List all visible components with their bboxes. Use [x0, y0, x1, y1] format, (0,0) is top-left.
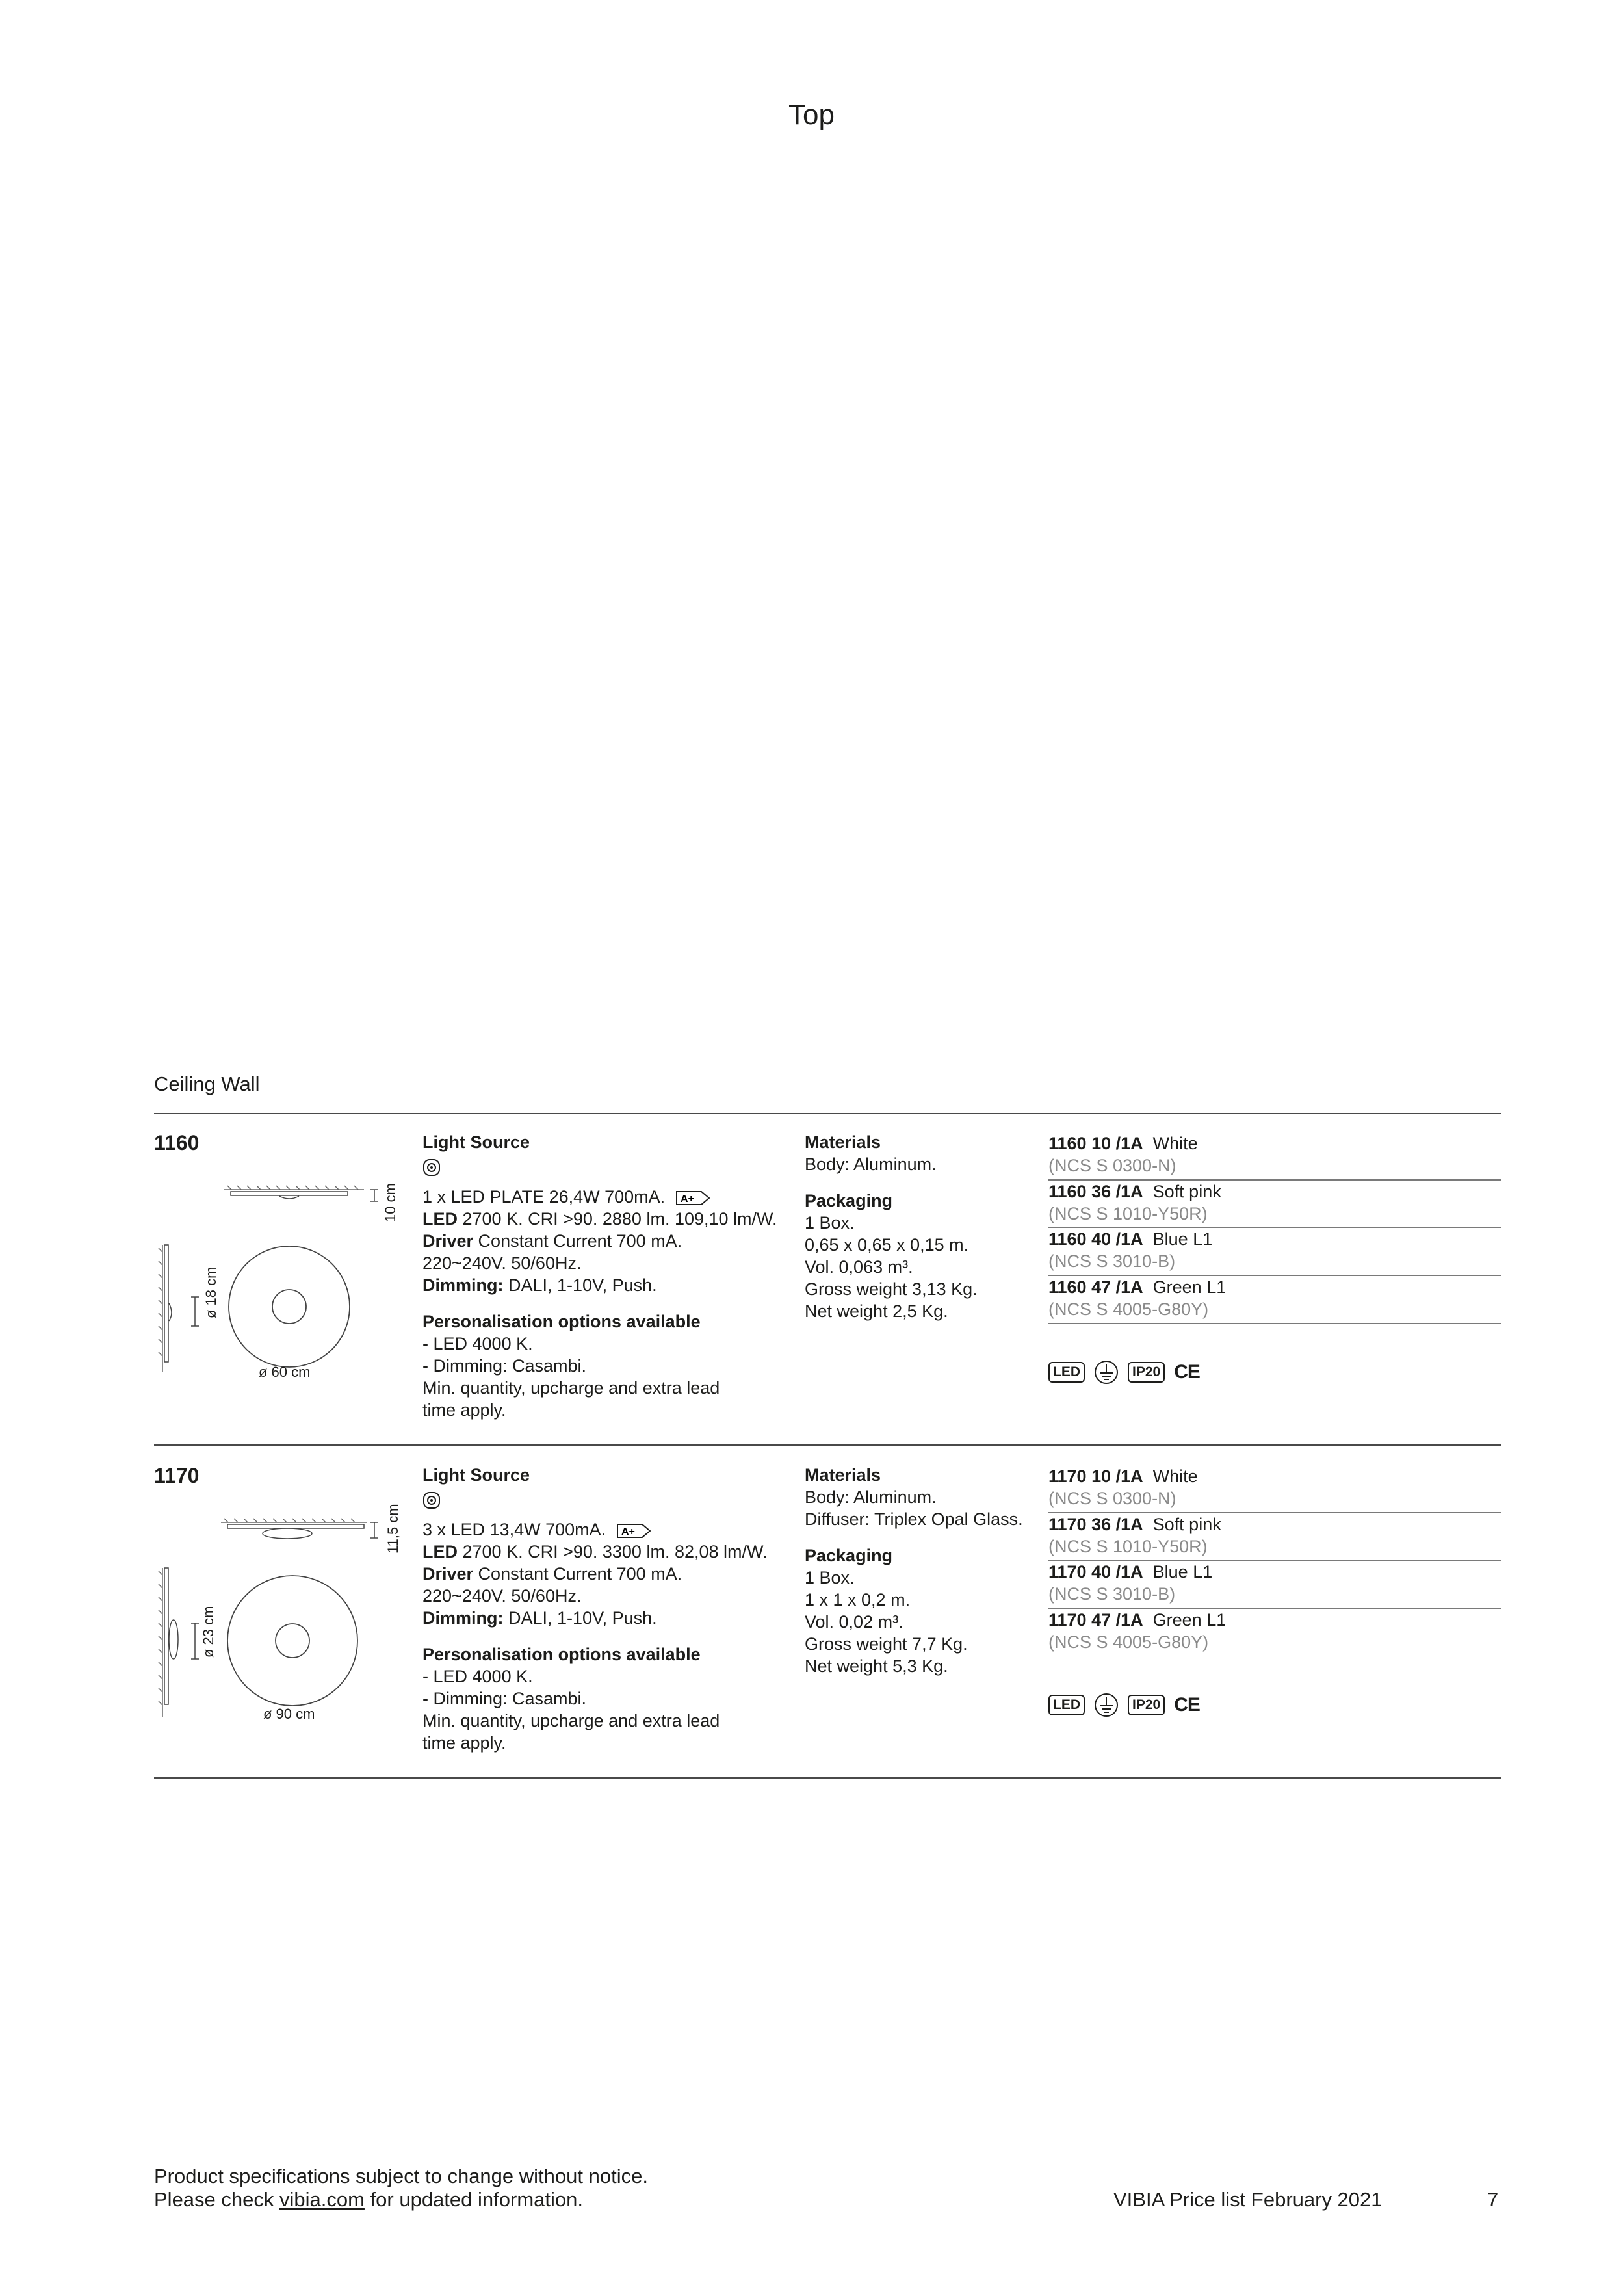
led-badge-icon: LED [1048, 1362, 1085, 1383]
variant-ncs: (NCS S 0300-N) [1048, 1156, 1176, 1175]
category-label: Ceiling Wall [154, 1073, 260, 1095]
packaging-line: 0,65 x 0,65 x 0,15 m. [805, 1235, 969, 1255]
personalisation-heading: Personalisation options available [422, 1645, 701, 1664]
variant-ncs: (NCS S 0300-N) [1048, 1489, 1176, 1508]
materials-block [805, 1464, 1045, 1677]
divider [154, 1777, 1501, 1779]
variant-code: 1160 40 /1A [1048, 1229, 1143, 1249]
packaging-line: Net weight 2,5 Kg. [805, 1301, 948, 1321]
packaging-line: 1 Box. [805, 1568, 855, 1587]
variant-code: 1160 10 /1A [1048, 1134, 1143, 1153]
packaging-line: Gross weight 3,13 Kg. [805, 1279, 978, 1299]
class-earth-icon [1094, 1693, 1119, 1717]
dimming-spec: DALI, 1-10V, Push. [503, 1608, 657, 1628]
variant-color: Green L1 [1152, 1277, 1227, 1297]
variant-color: White [1152, 1467, 1198, 1486]
page-number: 7 [1487, 2188, 1499, 2211]
page-title: Top [788, 99, 835, 131]
footer-brand: VIBIA Price list February 2021 [1113, 2188, 1383, 2211]
variant-ncs: (NCS S 4005-G80Y) [1048, 1632, 1209, 1652]
depth-dim-label: ø 18 cm [203, 1266, 219, 1318]
height-dim-label: 10 cm [382, 1183, 398, 1222]
lamp-base-icon [422, 1158, 441, 1178]
driver-label: Driver [422, 1231, 474, 1251]
light-source-line: 3 x LED 13,4W 700mA. [422, 1520, 606, 1539]
variant-ncs: (NCS S 3010-B) [1048, 1584, 1176, 1604]
packaging-line: 1 x 1 x 0,2 m. [805, 1590, 911, 1610]
dimming-spec: DALI, 1-10V, Push. [503, 1275, 657, 1295]
ce-mark-icon: CE [1174, 1361, 1200, 1383]
personalisation-line: - Dimming: Casambi. [422, 1689, 587, 1708]
diameter-dim-label: ø 90 cm [263, 1706, 315, 1722]
footer-notice-line: Product specifications subject to change without notice. [154, 2165, 648, 2187]
lamp-base-icon [422, 1491, 441, 1511]
variant-color: Soft pink [1152, 1514, 1221, 1534]
variant-code: 1170 47 /1A [1048, 1610, 1143, 1630]
energy-label-icon [675, 1190, 712, 1207]
materials-line: Body: Aluminum. [805, 1155, 937, 1174]
packaging-line: Vol. 0,063 m³. [805, 1257, 913, 1277]
height-dim-label: 11,5 cm [385, 1504, 401, 1554]
light-source-line: 1 x LED PLATE 26,4W 700mA. [422, 1187, 666, 1207]
vibia-link[interactable]: vibia.com [279, 2188, 365, 2211]
product-drawing [149, 1503, 409, 1717]
footer-notice-prefix: Please check [154, 2188, 279, 2211]
ip-rating-badge: IP20 [1128, 1695, 1165, 1715]
variant-item [1048, 1181, 1501, 1203]
variant-list [1048, 1132, 1501, 1324]
variant-color: Blue L1 [1152, 1562, 1213, 1582]
personalisation-line: Min. quantity, upcharge and extra lead [422, 1378, 720, 1398]
energy-class: A+ [680, 1193, 694, 1205]
variant-item [1048, 1276, 1501, 1298]
variant-color: Soft pink [1152, 1181, 1221, 1201]
light-source-block [422, 1464, 799, 1754]
variant-code: 1160 36 /1A [1048, 1181, 1143, 1201]
packaging-line: Vol. 0,02 m³. [805, 1612, 903, 1632]
variant-ncs: (NCS S 1010-Y50R) [1048, 1536, 1208, 1556]
materials-line: Body: Aluminum. [805, 1487, 937, 1507]
packaging-line: Gross weight 7,7 Kg. [805, 1634, 968, 1654]
led-label: LED [422, 1542, 458, 1561]
energy-label-icon [616, 1522, 653, 1539]
led-label: LED [422, 1209, 458, 1229]
packaging-line: Net weight 5,3 Kg. [805, 1656, 948, 1676]
divider [154, 1113, 1501, 1114]
depth-dim-label: ø 23 cm [200, 1606, 216, 1658]
variant-item [1048, 1132, 1501, 1155]
product-ref: 1160 [154, 1131, 200, 1155]
variant-color: White [1152, 1134, 1198, 1153]
personalisation-line: - LED 4000 K. [422, 1334, 533, 1353]
variant-item [1048, 1465, 1501, 1487]
variant-item [1048, 1609, 1501, 1631]
driver-spec: Constant Current 700 mA. [473, 1564, 682, 1584]
driver-label: Driver [422, 1564, 474, 1584]
packaging-line: 1 Box. [805, 1213, 855, 1233]
variant-color: Blue L1 [1152, 1229, 1213, 1249]
personalisation-heading: Personalisation options available [422, 1312, 701, 1331]
materials-line: Diffuser: Triplex Opal Glass. [805, 1509, 1023, 1529]
dimming-label: Dimming: [422, 1275, 504, 1295]
ce-mark-icon: CE [1174, 1694, 1200, 1715]
divider [154, 1444, 1501, 1446]
variant-list [1048, 1465, 1501, 1656]
variant-code: 1160 47 /1A [1048, 1277, 1143, 1297]
diameter-dim-label: ø 60 cm [259, 1364, 311, 1380]
materials-heading: Materials [805, 1132, 881, 1152]
personalisation-line: - LED 4000 K. [422, 1667, 533, 1686]
personalisation-line: time apply. [422, 1400, 506, 1420]
voltage-spec: 220~240V. 50/60Hz. [422, 1253, 582, 1273]
energy-class: A+ [621, 1526, 635, 1537]
variant-code: 1170 40 /1A [1048, 1562, 1143, 1582]
variant-code: 1170 36 /1A [1048, 1514, 1143, 1534]
class-earth-icon [1094, 1360, 1119, 1385]
packaging-heading: Packaging [805, 1191, 893, 1210]
variant-code: 1170 10 /1A [1048, 1467, 1143, 1486]
certification-icons [1048, 1693, 1200, 1717]
voltage-spec: 220~240V. 50/60Hz. [422, 1586, 582, 1606]
ip-rating-badge: IP20 [1128, 1362, 1165, 1383]
variant-item [1048, 1228, 1501, 1250]
variant-ncs: (NCS S 3010-B) [1048, 1251, 1176, 1271]
light-source-block [422, 1131, 799, 1421]
footer-notice-suffix: for updated information. [364, 2188, 583, 2211]
variant-item [1048, 1561, 1501, 1583]
product-ref: 1170 [154, 1464, 200, 1487]
certification-icons [1048, 1360, 1200, 1385]
driver-spec: Constant Current 700 mA. [473, 1231, 682, 1251]
packaging-heading: Packaging [805, 1546, 893, 1565]
led-badge-icon: LED [1048, 1695, 1085, 1715]
footer-notice [154, 2165, 648, 2211]
light-source-heading: Light Source [422, 1132, 530, 1152]
variant-ncs: (NCS S 1010-Y50R) [1048, 1203, 1208, 1223]
personalisation-line: time apply. [422, 1733, 506, 1753]
variant-color: Green L1 [1152, 1610, 1227, 1630]
variant-ncs: (NCS S 4005-G80Y) [1048, 1299, 1209, 1319]
led-spec: 2700 K. CRI >90. 3300 lm. 82,08 lm/W. [458, 1542, 768, 1561]
dimming-label: Dimming: [422, 1608, 504, 1628]
led-spec: 2700 K. CRI >90. 2880 lm. 109,10 lm/W. [458, 1209, 777, 1229]
personalisation-line: Min. quantity, upcharge and extra lead [422, 1711, 720, 1730]
materials-block [805, 1131, 1045, 1322]
materials-heading: Materials [805, 1465, 881, 1485]
personalisation-line: - Dimming: Casambi. [422, 1356, 587, 1376]
light-source-heading: Light Source [422, 1465, 530, 1485]
variant-item [1048, 1513, 1501, 1535]
product-drawing [149, 1170, 409, 1372]
